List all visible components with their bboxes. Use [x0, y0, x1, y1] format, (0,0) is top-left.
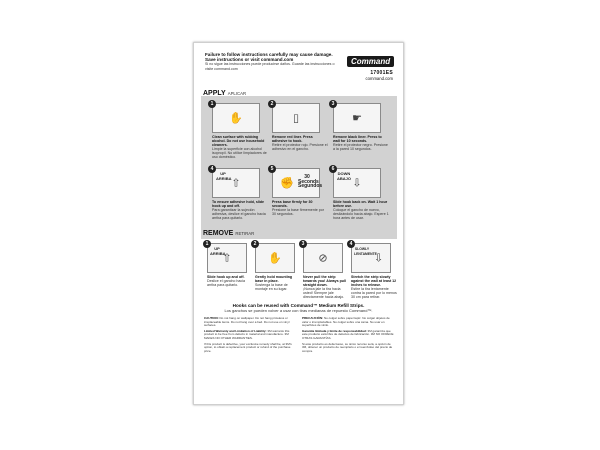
legal-column-en: [204, 317, 296, 355]
apply-step-1: [212, 103, 268, 160]
arrow-down-icon: ⇩: [352, 177, 362, 190]
step-number: 4: [347, 240, 355, 248]
caption-es: Para garantizar la sujeción adhesiva, deslice el gancho hacia arriba para quitarlo.: [212, 208, 266, 221]
apply-title: [203, 90, 246, 97]
arrow-up-icon: ⇧: [231, 177, 241, 190]
brand-logo: Command: [347, 56, 394, 67]
header-warning: [205, 52, 340, 71]
legal-paragraph: [302, 317, 394, 328]
step-number: 3: [329, 100, 337, 108]
warning-text-es: Si no sigue las instrucciones puede producirse daños. Guarde las instrucciones o visite command.com: [205, 62, 335, 71]
remove-step-4-caption: [351, 275, 397, 300]
caption-en: Gently hold mounting base in place.: [255, 275, 293, 284]
legal-heading: Limited Warranty and Limitation of Liability:: [204, 328, 267, 333]
caption-es: Limpie la superficie con alcohol isopropíl. No utilice limpiadores de uso doméstico.: [212, 147, 267, 160]
no-pull-out-icon: ⊘: [318, 252, 328, 265]
caption-es: Estire la tira lentamente contra la pared por lo menos 30 cm para retirar.: [351, 287, 397, 300]
refill-note-en: Hooks can be reused with Command™ Medium Refill Strips.: [232, 303, 365, 308]
apply-step-3-image: [333, 103, 381, 133]
remove-title-en: REMOVE: [203, 230, 234, 237]
step-number: 1: [208, 100, 216, 108]
legal-text: Si este producto es defectuoso, su único recurso será, a opción de 3M, obtener un producto de reemplazo o el reembolso del precio de compra.: [302, 341, 393, 353]
remove-step-1-image: [207, 243, 247, 273]
caption-es: Presione la base firmemente por 30 segundos.: [272, 208, 324, 217]
legal-paragraph: [302, 330, 394, 341]
apply-title-en: APPLY: [203, 90, 226, 97]
apply-step-5-image: [270, 166, 323, 198]
apply-step-4-caption: [212, 200, 268, 220]
step-number: 1: [203, 240, 211, 248]
remove-step-3: [303, 243, 349, 300]
legal-paragraph: [204, 343, 296, 354]
caption-es: Sostenga la base de montaje en su lugar.: [255, 283, 288, 292]
hand-hold-icon: ✋: [268, 252, 282, 265]
refill-note: [194, 303, 403, 313]
website: command.com: [365, 76, 393, 81]
remove-step-3-image: [303, 243, 343, 273]
step-number: 2: [268, 100, 276, 108]
model-number: 17001ES: [370, 70, 393, 76]
legal-column-es: [302, 317, 394, 355]
apply-step-3: [333, 103, 389, 151]
remove-step-1: [207, 243, 253, 287]
legal-paragraph: [302, 343, 394, 354]
hand-wiping-icon: ✋: [229, 112, 243, 125]
direction-label: SLOWLY LENTAMENTE: [354, 247, 377, 256]
warning-text: Failure to follow instructions carefully may cause damage. Save instructions or visit command.com: [205, 52, 333, 63]
hook-liner-icon: ▯: [292, 112, 300, 125]
direction-label: UP ARRIBA: [216, 171, 232, 181]
caption-es: Coloque el gancho de nuevo, deslizándolo hacia abajo. Espere 1 hora antes de usar.: [333, 208, 389, 221]
step-number: 2: [251, 240, 259, 248]
caption-es: ¡Nunca jale la tira hacia usted! Siempre jale directamente hacia abajo.: [303, 287, 345, 300]
caption-en: Clean surface with rubbing alcohol. Do not use household cleaners.: [212, 135, 265, 148]
apply-step-6: [333, 168, 389, 220]
step-number: 5: [268, 165, 276, 173]
hand-peel-icon: ☛: [352, 112, 362, 125]
apply-step-1-caption: [212, 135, 268, 160]
step-number: 3: [299, 240, 307, 248]
caption-en: Remove black liner. Press to wall for 10 seconds.: [333, 135, 382, 144]
caption-es: Retire el protector negro. Presione a la pared 10 segundos.: [333, 143, 388, 152]
remove-title-es: RETIRAR: [235, 231, 255, 236]
apply-step-3-caption: [333, 135, 389, 151]
step-number: 6: [329, 165, 337, 173]
legal-text: No colgar sobre papel tapiz. No colgar objetos de valor o irremplazables. No colgar sobre una cama. No usar en superficies de vinilo.: [302, 316, 390, 328]
remove-title: [203, 230, 254, 237]
apply-step-2: [272, 103, 328, 151]
remove-step-4-image: [351, 243, 391, 273]
caption-en: Press base firmly for 30 seconds.: [272, 200, 313, 209]
legal-paragraph: [204, 330, 296, 341]
apply-step-5-caption: [272, 200, 328, 216]
apply-step-2-caption: [272, 135, 328, 151]
caption-en: Stretch the strip slowly against the wall at least 12 inches to release.: [351, 275, 397, 288]
legal-heading: PRECAUCIÓN:: [302, 316, 324, 320]
apply-step-6-image: [333, 168, 381, 198]
timer-label: 30 Seconds Segundos: [298, 174, 323, 189]
caption-en: Slide hook up and off.: [207, 275, 245, 279]
legal-paragraph: [204, 317, 296, 328]
press-hold-icon: ✊: [279, 177, 294, 190]
caption-es: Retire el protector rojo. Presione el adhesivo en el gancho.: [272, 143, 328, 152]
remove-step-2: [255, 243, 301, 291]
caption-en: Never pull the strip towards you! Always pull straight down.: [303, 275, 346, 288]
legal-text: 3M warrants this product to be free from defects in material and manufacture. 3M MAKES NO OTHER WARRANTIES.: [204, 328, 290, 340]
legal-text: Do not hang on wallpaper. Do not hang priceless or irreplaceable items. Do not hang over a bed. Do not use on vinyl surfaces.: [204, 316, 290, 328]
legal-heading: Garantía limitada y límite de responsabilidad:: [302, 328, 367, 333]
apply-step-5: [272, 168, 328, 216]
legal-text: If this product is defective, your exclusive remedy shall be, at 3M's option, to obtain a replacement product or refund of the purchase price.: [204, 341, 292, 353]
apply-step-2-image: [272, 103, 320, 133]
caption-en: Remove red liner. Press adhesive to hook.: [272, 135, 313, 144]
remove-step-2-caption: [255, 275, 301, 291]
command-logo: [347, 51, 393, 81]
remove-step-2-image: [255, 243, 295, 273]
legal-heading: CAUTION:: [204, 316, 219, 320]
stretch-down-icon: ⇩: [373, 252, 384, 265]
remove-step-1-caption: [207, 275, 253, 287]
refill-note-es: Los ganchos se pueden volver a usar con tiras medianas de repuesto Command™.: [224, 308, 373, 314]
caption-es: Deslice el gancho hacia arriba para quitarlo.: [207, 279, 245, 288]
apply-step-6-caption: [333, 200, 389, 220]
apply-title-es: APLICAR: [227, 91, 247, 96]
remove-step-4: [351, 243, 397, 300]
apply-step-1-image: [212, 103, 260, 133]
caption-en: Slide hook back on. Wait 1 hour before use.: [333, 200, 388, 209]
step-number: 4: [208, 165, 216, 173]
remove-step-3-caption: [303, 275, 349, 300]
apply-step-4: [212, 168, 268, 220]
arrow-up-icon: ⇧: [222, 252, 232, 265]
direction-label: DOWN ABAJO: [337, 171, 352, 181]
apply-step-4-image: [212, 168, 260, 198]
legal-text: 3M garantiza que este producto está libre de defectos de fabricación. 3M NO OFRECE OTRAS GARANTÍAS.: [302, 328, 394, 340]
caption-en: To ensure adhesive hold, slide hook up and off.: [212, 200, 265, 209]
instruction-sheet: [193, 42, 404, 405]
direction-label: UP ARRIBA: [210, 246, 226, 256]
